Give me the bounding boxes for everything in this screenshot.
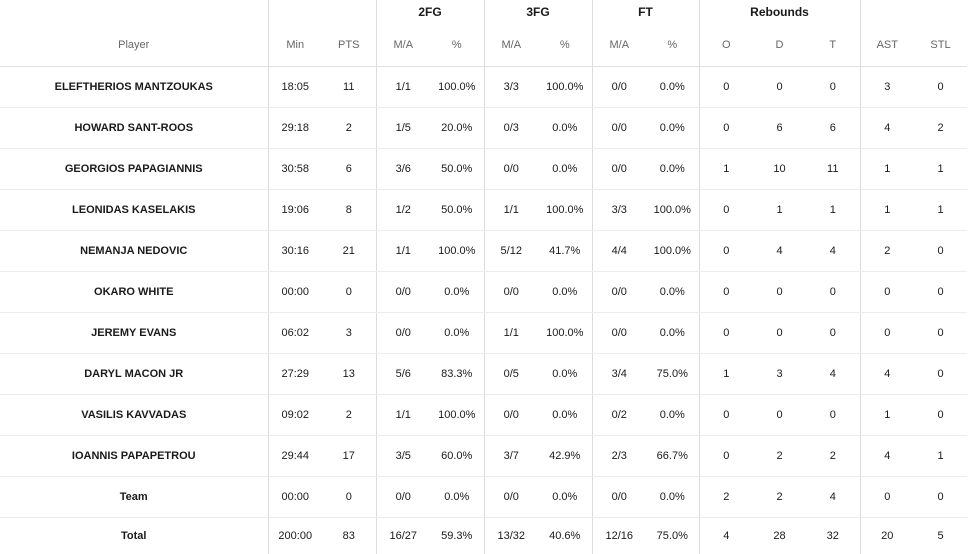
min-cell: 00:00 bbox=[268, 477, 322, 518]
stl-cell: 0 bbox=[914, 231, 967, 272]
ft-ma-cell: 0/0 bbox=[592, 67, 646, 108]
ft-ma-cell: 0/0 bbox=[592, 149, 646, 190]
3fg-pct-cell: 0.0% bbox=[538, 272, 592, 313]
2fg-ma-cell: 3/5 bbox=[376, 436, 430, 477]
player-name[interactable]: VASILIS KAVVADAS bbox=[0, 395, 268, 436]
table-row bbox=[0, 190, 967, 231]
ft-pct-cell: 0.0% bbox=[646, 313, 699, 354]
player-name[interactable]: NEMANJA NEDOVIC bbox=[0, 231, 268, 272]
2fg-pct-cell: 59.3% bbox=[430, 518, 484, 554]
stl-cell: 0 bbox=[914, 354, 967, 395]
2fg-ma-cell: 3/6 bbox=[376, 149, 430, 190]
2fg-ma-cell: 0/0 bbox=[376, 272, 430, 313]
reb-t-cell: 0 bbox=[806, 67, 860, 108]
min-cell: 30:58 bbox=[268, 149, 322, 190]
ast-cell: 3 bbox=[860, 67, 914, 108]
col-header-ft-ma[interactable]: M/A bbox=[592, 24, 646, 67]
player-name[interactable]: ELEFTHERIOS MANTZOUKAS bbox=[0, 67, 268, 108]
3fg-pct-cell: 100.0% bbox=[538, 67, 592, 108]
2fg-pct-cell: 100.0% bbox=[430, 395, 484, 436]
table-row bbox=[0, 313, 967, 354]
group-header-row bbox=[0, 0, 967, 24]
ft-pct-cell: 100.0% bbox=[646, 190, 699, 231]
pts-cell: 13 bbox=[322, 354, 376, 395]
col-header-2fg-ma[interactable]: M/A bbox=[376, 24, 430, 67]
table-row bbox=[0, 395, 967, 436]
stl-cell: 0 bbox=[914, 67, 967, 108]
col-header-ft-pct[interactable]: % bbox=[646, 24, 699, 67]
reb-d-cell: 2 bbox=[753, 477, 806, 518]
reb-d-cell: 28 bbox=[753, 518, 806, 554]
3fg-pct-cell: 42.9% bbox=[538, 436, 592, 477]
ft-ma-cell: 3/4 bbox=[592, 354, 646, 395]
reb-t-cell: 2 bbox=[806, 436, 860, 477]
player-name[interactable]: Team bbox=[0, 477, 268, 518]
group-header-basic bbox=[268, 0, 376, 24]
stl-cell: 0 bbox=[914, 313, 967, 354]
2fg-pct-cell: 50.0% bbox=[430, 190, 484, 231]
ast-cell: 1 bbox=[860, 395, 914, 436]
ft-ma-cell: 2/3 bbox=[592, 436, 646, 477]
reb-t-cell: 4 bbox=[806, 354, 860, 395]
table-row bbox=[0, 477, 967, 518]
reb-o-cell: 1 bbox=[699, 149, 753, 190]
reb-t-cell: 1 bbox=[806, 190, 860, 231]
reb-o-cell: 0 bbox=[699, 395, 753, 436]
3fg-ma-cell: 1/1 bbox=[484, 313, 538, 354]
reb-t-cell: 0 bbox=[806, 272, 860, 313]
3fg-ma-cell: 0/3 bbox=[484, 108, 538, 149]
player-name[interactable]: LEONIDAS KASELAKIS bbox=[0, 190, 268, 231]
table-row bbox=[0, 108, 967, 149]
3fg-pct-cell: 0.0% bbox=[538, 108, 592, 149]
2fg-pct-cell: 60.0% bbox=[430, 436, 484, 477]
ft-ma-cell: 0/0 bbox=[592, 108, 646, 149]
col-header-reb-d[interactable]: D bbox=[753, 24, 806, 67]
reb-o-cell: 1 bbox=[699, 354, 753, 395]
ft-ma-cell: 0/0 bbox=[592, 313, 646, 354]
min-cell: 19:06 bbox=[268, 190, 322, 231]
ft-pct-cell: 75.0% bbox=[646, 518, 699, 554]
column-header-row bbox=[0, 24, 967, 67]
ast-cell: 4 bbox=[860, 436, 914, 477]
3fg-ma-cell: 0/0 bbox=[484, 477, 538, 518]
reb-o-cell: 0 bbox=[699, 231, 753, 272]
ft-pct-cell: 100.0% bbox=[646, 231, 699, 272]
col-header-2fg-pct[interactable]: % bbox=[430, 24, 484, 67]
ft-pct-cell: 75.0% bbox=[646, 354, 699, 395]
2fg-ma-cell: 1/1 bbox=[376, 395, 430, 436]
ft-ma-cell: 12/16 bbox=[592, 518, 646, 554]
2fg-ma-cell: 16/27 bbox=[376, 518, 430, 554]
reb-d-cell: 6 bbox=[753, 108, 806, 149]
2fg-ma-cell: 1/1 bbox=[376, 67, 430, 108]
player-name[interactable]: HOWARD SANT-ROOS bbox=[0, 108, 268, 149]
col-header-min[interactable]: Min bbox=[268, 24, 322, 67]
reb-o-cell: 4 bbox=[699, 518, 753, 554]
2fg-pct-cell: 100.0% bbox=[430, 231, 484, 272]
table-row bbox=[0, 436, 967, 477]
reb-d-cell: 0 bbox=[753, 395, 806, 436]
group-header-misc bbox=[860, 0, 967, 24]
reb-d-cell: 0 bbox=[753, 313, 806, 354]
min-cell: 29:44 bbox=[268, 436, 322, 477]
table-row bbox=[0, 67, 967, 108]
ft-ma-cell: 4/4 bbox=[592, 231, 646, 272]
player-name[interactable]: Total bbox=[0, 518, 268, 554]
reb-o-cell: 0 bbox=[699, 313, 753, 354]
pts-cell: 2 bbox=[322, 108, 376, 149]
col-header-ast[interactable]: AST bbox=[860, 24, 914, 67]
pts-cell: 0 bbox=[322, 272, 376, 313]
pts-cell: 17 bbox=[322, 436, 376, 477]
table-row bbox=[0, 272, 967, 313]
ast-cell: 4 bbox=[860, 108, 914, 149]
3fg-pct-cell: 0.0% bbox=[538, 149, 592, 190]
2fg-ma-cell: 1/5 bbox=[376, 108, 430, 149]
reb-d-cell: 10 bbox=[753, 149, 806, 190]
reb-t-cell: 6 bbox=[806, 108, 860, 149]
3fg-pct-cell: 0.0% bbox=[538, 395, 592, 436]
ft-ma-cell: 0/0 bbox=[592, 272, 646, 313]
3fg-ma-cell: 1/1 bbox=[484, 190, 538, 231]
stl-cell: 1 bbox=[914, 149, 967, 190]
pts-cell: 21 bbox=[322, 231, 376, 272]
group-header-rebounds: Rebounds bbox=[699, 0, 860, 24]
stl-cell: 5 bbox=[914, 518, 967, 554]
stl-cell: 0 bbox=[914, 477, 967, 518]
col-header-3fg-ma[interactable]: M/A bbox=[484, 24, 538, 67]
pts-cell: 0 bbox=[322, 477, 376, 518]
min-cell: 00:00 bbox=[268, 272, 322, 313]
reb-d-cell: 1 bbox=[753, 190, 806, 231]
ft-pct-cell: 66.7% bbox=[646, 436, 699, 477]
ast-cell: 2 bbox=[860, 231, 914, 272]
ast-cell: 0 bbox=[860, 477, 914, 518]
reb-t-cell: 4 bbox=[806, 231, 860, 272]
ft-ma-cell: 3/3 bbox=[592, 190, 646, 231]
reb-o-cell: 0 bbox=[699, 108, 753, 149]
group-header-3fg: 3FG bbox=[484, 0, 592, 24]
reb-o-cell: 2 bbox=[699, 477, 753, 518]
3fg-ma-cell: 5/12 bbox=[484, 231, 538, 272]
stl-cell: 0 bbox=[914, 272, 967, 313]
3fg-pct-cell: 0.0% bbox=[538, 477, 592, 518]
3fg-ma-cell: 0/0 bbox=[484, 149, 538, 190]
ft-pct-cell: 0.0% bbox=[646, 149, 699, 190]
reb-d-cell: 3 bbox=[753, 354, 806, 395]
3fg-pct-cell: 0.0% bbox=[538, 354, 592, 395]
stl-cell: 1 bbox=[914, 436, 967, 477]
table-row bbox=[0, 354, 967, 395]
2fg-pct-cell: 100.0% bbox=[430, 67, 484, 108]
col-header-stl[interactable]: STL bbox=[914, 24, 967, 67]
table-row bbox=[0, 231, 967, 272]
col-header-reb-t[interactable]: T bbox=[806, 24, 860, 67]
reb-t-cell: 0 bbox=[806, 395, 860, 436]
2fg-pct-cell: 20.0% bbox=[430, 108, 484, 149]
2fg-pct-cell: 0.0% bbox=[430, 313, 484, 354]
col-header-3fg-pct[interactable]: % bbox=[538, 24, 592, 67]
3fg-ma-cell: 0/5 bbox=[484, 354, 538, 395]
pts-cell: 3 bbox=[322, 313, 376, 354]
3fg-ma-cell: 13/32 bbox=[484, 518, 538, 554]
3fg-pct-cell: 100.0% bbox=[538, 190, 592, 231]
reb-t-cell: 11 bbox=[806, 149, 860, 190]
2fg-ma-cell: 5/6 bbox=[376, 354, 430, 395]
player-name[interactable]: GEORGIOS PAPAGIANNIS bbox=[0, 149, 268, 190]
2fg-pct-cell: 50.0% bbox=[430, 149, 484, 190]
min-cell: 29:18 bbox=[268, 108, 322, 149]
reb-d-cell: 0 bbox=[753, 272, 806, 313]
col-header-player[interactable]: Player bbox=[0, 24, 268, 67]
ast-cell: 1 bbox=[860, 190, 914, 231]
stl-cell: 2 bbox=[914, 108, 967, 149]
3fg-pct-cell: 40.6% bbox=[538, 518, 592, 554]
col-header-reb-o[interactable]: O bbox=[699, 24, 753, 67]
pts-cell: 8 bbox=[322, 190, 376, 231]
ast-cell: 1 bbox=[860, 149, 914, 190]
ft-ma-cell: 0/0 bbox=[592, 477, 646, 518]
player-name[interactable]: JEREMY EVANS bbox=[0, 313, 268, 354]
2fg-ma-cell: 1/1 bbox=[376, 231, 430, 272]
3fg-ma-cell: 0/0 bbox=[484, 272, 538, 313]
pts-cell: 6 bbox=[322, 149, 376, 190]
2fg-pct-cell: 0.0% bbox=[430, 477, 484, 518]
player-rows bbox=[0, 67, 967, 554]
reb-t-cell: 32 bbox=[806, 518, 860, 554]
player-name[interactable]: OKARO WHITE bbox=[0, 272, 268, 313]
3fg-pct-cell: 41.7% bbox=[538, 231, 592, 272]
pts-cell: 11 bbox=[322, 67, 376, 108]
reb-o-cell: 0 bbox=[699, 272, 753, 313]
table-row bbox=[0, 149, 967, 190]
3fg-ma-cell: 3/3 bbox=[484, 67, 538, 108]
3fg-ma-cell: 3/7 bbox=[484, 436, 538, 477]
ft-pct-cell: 0.0% bbox=[646, 67, 699, 108]
3fg-ma-cell: 0/0 bbox=[484, 395, 538, 436]
reb-d-cell: 2 bbox=[753, 436, 806, 477]
group-header-player bbox=[0, 0, 268, 24]
ft-pct-cell: 0.0% bbox=[646, 395, 699, 436]
ast-cell: 4 bbox=[860, 354, 914, 395]
min-cell: 200:00 bbox=[268, 518, 322, 554]
ast-cell: 0 bbox=[860, 272, 914, 313]
ft-pct-cell: 0.0% bbox=[646, 477, 699, 518]
group-header-ft: FT bbox=[592, 0, 699, 24]
ast-cell: 20 bbox=[860, 518, 914, 554]
reb-o-cell: 0 bbox=[699, 436, 753, 477]
reb-t-cell: 4 bbox=[806, 477, 860, 518]
player-name[interactable]: IOANNIS PAPAPETROU bbox=[0, 436, 268, 477]
2fg-ma-cell: 0/0 bbox=[376, 313, 430, 354]
reb-d-cell: 0 bbox=[753, 67, 806, 108]
min-cell: 18:05 bbox=[268, 67, 322, 108]
reb-t-cell: 0 bbox=[806, 313, 860, 354]
2fg-pct-cell: 0.0% bbox=[430, 272, 484, 313]
3fg-pct-cell: 100.0% bbox=[538, 313, 592, 354]
pts-cell: 2 bbox=[322, 395, 376, 436]
stl-cell: 0 bbox=[914, 395, 967, 436]
ft-pct-cell: 0.0% bbox=[646, 272, 699, 313]
reb-o-cell: 0 bbox=[699, 190, 753, 231]
stl-cell: 1 bbox=[914, 190, 967, 231]
reb-d-cell: 4 bbox=[753, 231, 806, 272]
group-header-2fg: 2FG bbox=[376, 0, 484, 24]
2fg-ma-cell: 0/0 bbox=[376, 477, 430, 518]
col-header-pts[interactable]: PTS bbox=[322, 24, 376, 67]
min-cell: 27:29 bbox=[268, 354, 322, 395]
min-cell: 30:16 bbox=[268, 231, 322, 272]
reb-o-cell: 0 bbox=[699, 67, 753, 108]
ft-ma-cell: 0/2 bbox=[592, 395, 646, 436]
2fg-ma-cell: 1/2 bbox=[376, 190, 430, 231]
min-cell: 06:02 bbox=[268, 313, 322, 354]
ast-cell: 0 bbox=[860, 313, 914, 354]
player-name[interactable]: DARYL MACON JR bbox=[0, 354, 268, 395]
2fg-pct-cell: 83.3% bbox=[430, 354, 484, 395]
min-cell: 09:02 bbox=[268, 395, 322, 436]
pts-cell: 83 bbox=[322, 518, 376, 554]
ft-pct-cell: 0.0% bbox=[646, 108, 699, 149]
